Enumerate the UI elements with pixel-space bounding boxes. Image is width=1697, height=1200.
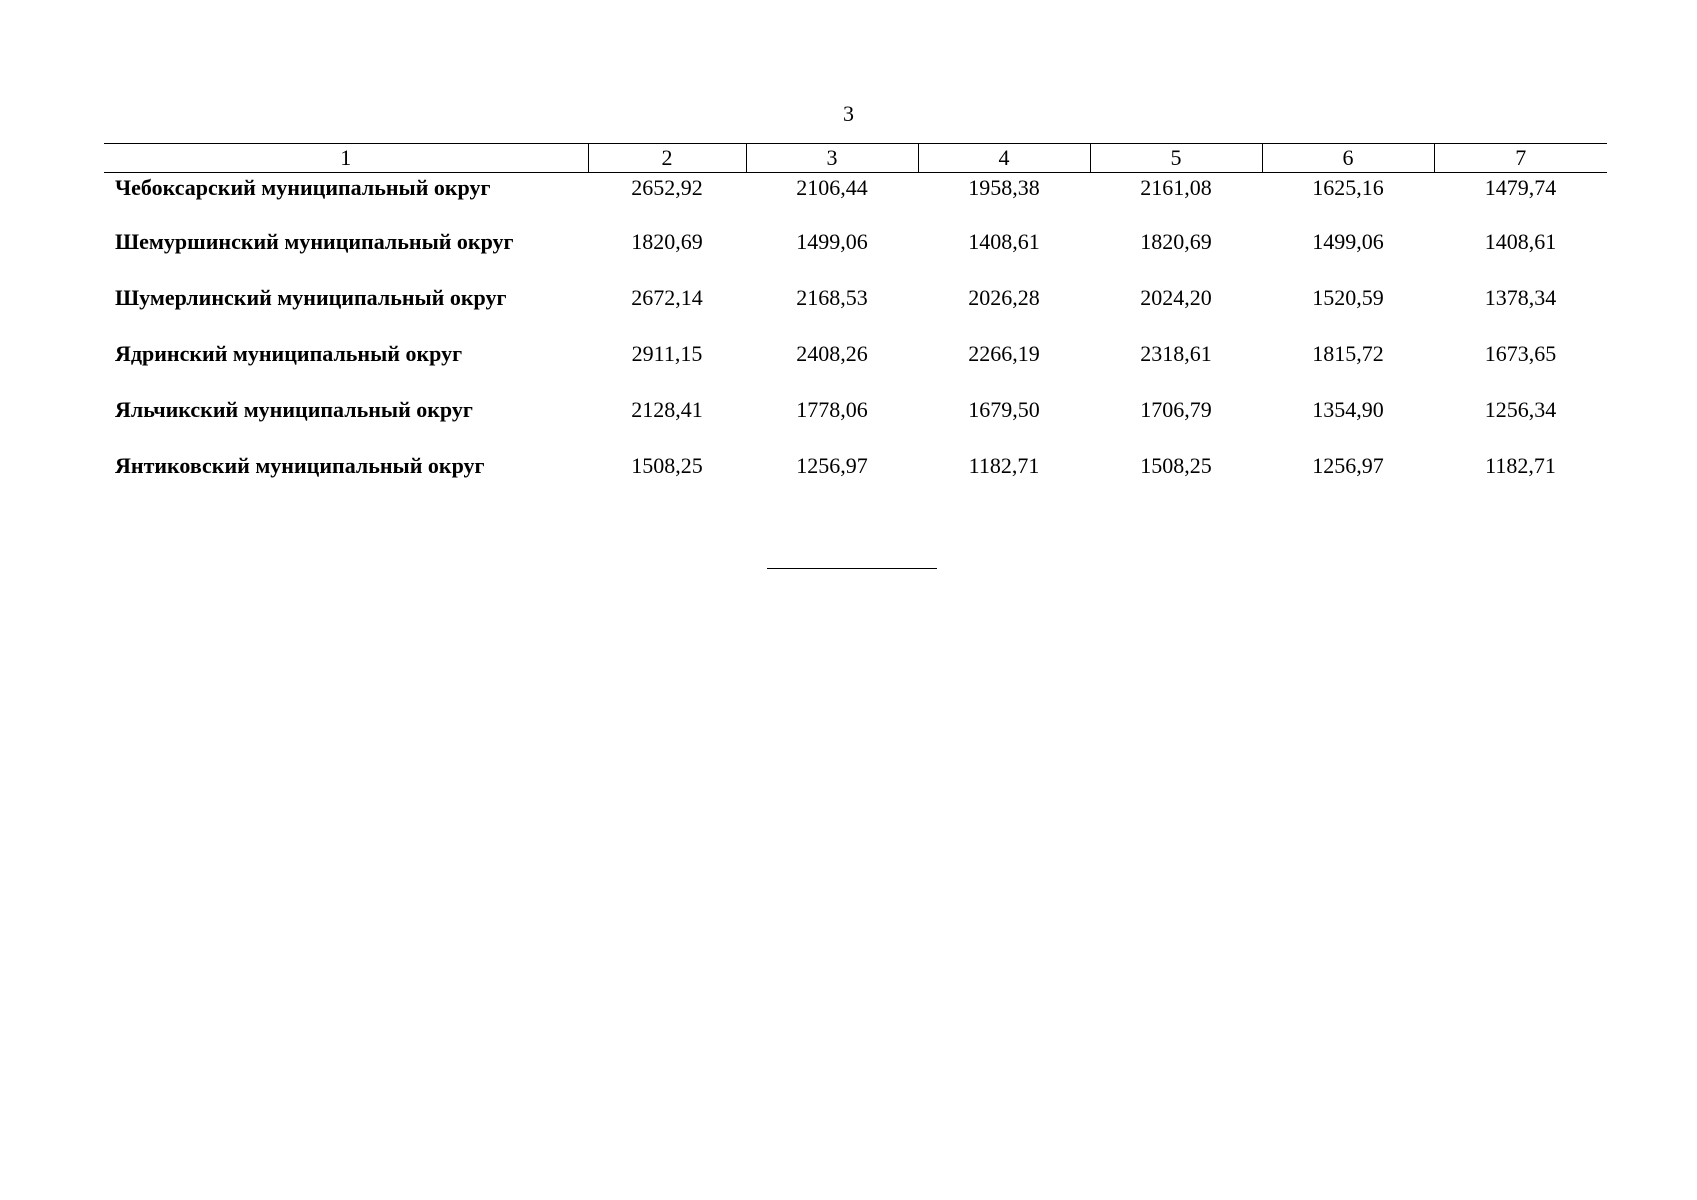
table-cell: 1354,90 (1312, 397, 1384, 422)
table-cell: 1673,65 (1484, 341, 1557, 366)
district-name: Чебоксарский муниципальный округ (115, 175, 491, 200)
table-cell: 2161,08 (1140, 175, 1212, 200)
table-cell: 2318,61 (1140, 341, 1212, 366)
column-header-3: 3 (746, 144, 918, 173)
table-cell: 1182,71 (968, 453, 1040, 478)
column-header-1: 1 (104, 144, 588, 173)
table-cell: 1625,16 (1312, 175, 1384, 200)
data-table (104, 143, 1607, 509)
table-row (104, 397, 1607, 453)
column-header-4: 4 (918, 144, 1090, 173)
table-cell: 1520,59 (1312, 285, 1384, 310)
page-number: 3 (843, 101, 854, 126)
header-row (104, 144, 1607, 173)
table-cell: 1408,61 (968, 229, 1040, 254)
district-name: Яльчикский муниципальный округ (115, 397, 473, 422)
table-cell: 1820,69 (631, 229, 703, 254)
table-row (104, 229, 1607, 285)
table-cell: 1479,74 (1484, 175, 1557, 200)
table-cell: 2652,92 (631, 175, 703, 200)
table-cell: 1499,06 (1312, 229, 1384, 254)
table-cell: 2911,15 (631, 341, 703, 366)
table-cell: 1256,34 (1484, 397, 1557, 422)
end-of-document-rule (767, 568, 937, 569)
table-body (104, 173, 1607, 510)
district-name: Шемуршинский муниципальный округ (115, 229, 514, 254)
table-cell: 2672,14 (631, 285, 703, 310)
table-cell: 2128,41 (631, 397, 703, 422)
column-header-7: 7 (1434, 144, 1607, 173)
column-header-2: 2 (588, 144, 746, 173)
district-name: Ядринский муниципальный округ (115, 341, 463, 366)
district-name: Янтиковский муниципальный округ (115, 453, 485, 478)
table-cell: 2168,53 (796, 285, 868, 310)
table-cell: 1679,50 (968, 397, 1040, 422)
table-cell: 2024,20 (1140, 285, 1212, 310)
table-cell: 1508,25 (1140, 453, 1212, 478)
table-cell: 1408,61 (1484, 229, 1557, 254)
table-cell: 2266,19 (968, 341, 1040, 366)
table-cell: 1706,79 (1140, 397, 1212, 422)
table-cell: 1378,34 (1484, 285, 1557, 310)
district-name: Шумерлинский муниципальный округ (115, 285, 507, 310)
table-row (104, 173, 1607, 230)
table-row (104, 453, 1607, 509)
column-header-6: 6 (1262, 144, 1434, 173)
table-cell: 2106,44 (796, 175, 868, 200)
table-row (104, 285, 1607, 341)
table-cell: 1778,06 (796, 397, 868, 422)
table-cell: 1256,97 (1312, 453, 1384, 478)
table-cell: 2408,26 (796, 341, 868, 366)
table-cell: 1256,97 (796, 453, 868, 478)
column-header-5: 5 (1090, 144, 1262, 173)
table-cell: 1182,71 (1485, 453, 1556, 478)
table-cell: 2026,28 (968, 285, 1040, 310)
table-header (104, 144, 1607, 173)
table-cell: 1815,72 (1312, 341, 1384, 366)
table-row (104, 341, 1607, 397)
table-cell: 1499,06 (796, 229, 868, 254)
table-cell: 1820,69 (1140, 229, 1212, 254)
table-cell: 1958,38 (968, 175, 1040, 200)
table-cell: 1508,25 (631, 453, 703, 478)
